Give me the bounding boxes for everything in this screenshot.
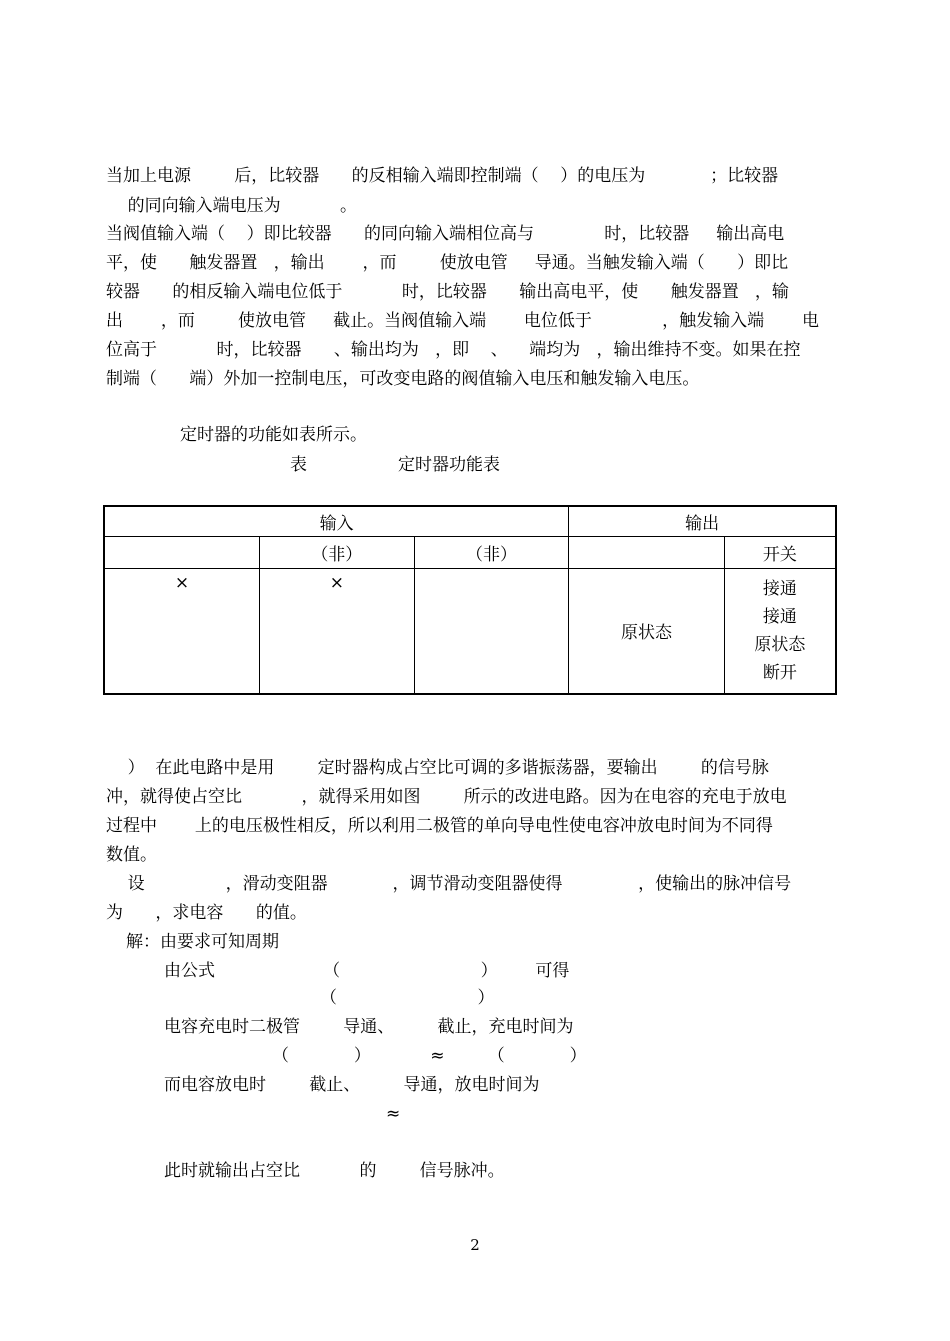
page-number: 2 [470,1236,480,1254]
solution-line-5: （ ） ≈ （ ） [272,1046,587,1066]
switch-state-3: 原状态 [754,634,806,655]
solution-line-8: 此时就输出占空比 的 信号脉冲。 [164,1161,505,1181]
row-col3 [414,568,569,694]
function-table [103,505,837,695]
switch-state-2: 接通 [762,606,797,627]
para1-line-2: 的同向输入端电压为 。 [106,196,358,216]
para1-line-5: 较器 的相反输入端电位低于 时，比较器 输出高电平，使 触发器置 ，输 [106,282,789,302]
subheader-col5: 开关 [724,536,836,568]
subheader-col1 [104,536,260,568]
table-caption-prefix: 表 [290,455,307,475]
para1-line-1: 当加上电源 后，比较器 的反相输入端即控制端（ ）的电压为 ；比较器 [106,166,779,186]
para2-line-4: 数值。 [106,845,157,865]
solution-line-3: （ ） [320,988,495,1008]
para2-line-1: ） 在此电路中是用 定时器构成占空比可调的多谐振荡器，要输出 的信号脉 [106,758,769,778]
row-col2 [260,568,415,694]
header-output: 输出 [569,506,836,536]
solution-line-4: 电容充电时二极管 导通、 截止，充电时间为 [164,1017,574,1037]
para1-line-3: 当阀值输入端（ ）即比较器 的同向输入端相位高与 时，比较器 输出高电 [106,224,785,244]
solution-line-2: 由公式 （ ） 可得 [164,961,570,981]
cross-mark-1: × [174,572,190,593]
para1-line-8: 制端（ 端）外加一控制电压，可改变电路的阀值输入电压和触发输入电压。 [106,369,700,389]
solution-line-6: 而电容放电时 截止、 导通，放电时间为 [164,1075,540,1095]
subheader-col3: （非） [414,536,569,568]
para1-line-6: 出 ，而 使放电管 截止。当阀值输入端 电位低于 ，触发输入端 电 [106,311,819,331]
solution-line-7: ≈ [386,1104,401,1124]
para2-line-6: 为 ，求电容 的值。 [106,903,307,923]
para2-line-3: 过程中 上的电压极性相反，所以利用二极管的单向导电性使电容冲放电时间为不同得 [106,816,773,836]
switch-state-1: 接通 [762,578,797,599]
switch-state-4: 断开 [762,662,797,683]
row-col1 [104,568,260,694]
table-caption-title: 定时器功能表 [398,455,500,475]
header-input: 输入 [104,506,569,536]
cross-mark-2: × [329,572,344,593]
row-col5 [724,568,836,694]
subheader-col4 [569,536,725,568]
para1-line-4: 平，使 触发器置 ，输出 ，而 使放电管 导通。当触发输入端（ ）即比 [106,253,789,273]
solution-line-1: 解：由要求可知周期 [126,932,279,952]
intro-text: 定时器的功能如表所示。 [180,425,367,445]
para2-line-5: 设 ，滑动变阻器 ，调节滑动变阻器使得 ，使输出的脉冲信号 [106,874,792,894]
row-col4: 原状态 [569,568,725,694]
para2-line-2: 冲，就得使占空比 ，就得采用如图 所示的改进电路。因为在电容的充电于放电 [106,787,787,807]
para1-line-7: 位高于 时，比较器 、输出均为 ，即 、 端均为 ，输出维持不变。如果在控 [106,340,801,360]
subheader-col2: （非） [260,536,415,568]
